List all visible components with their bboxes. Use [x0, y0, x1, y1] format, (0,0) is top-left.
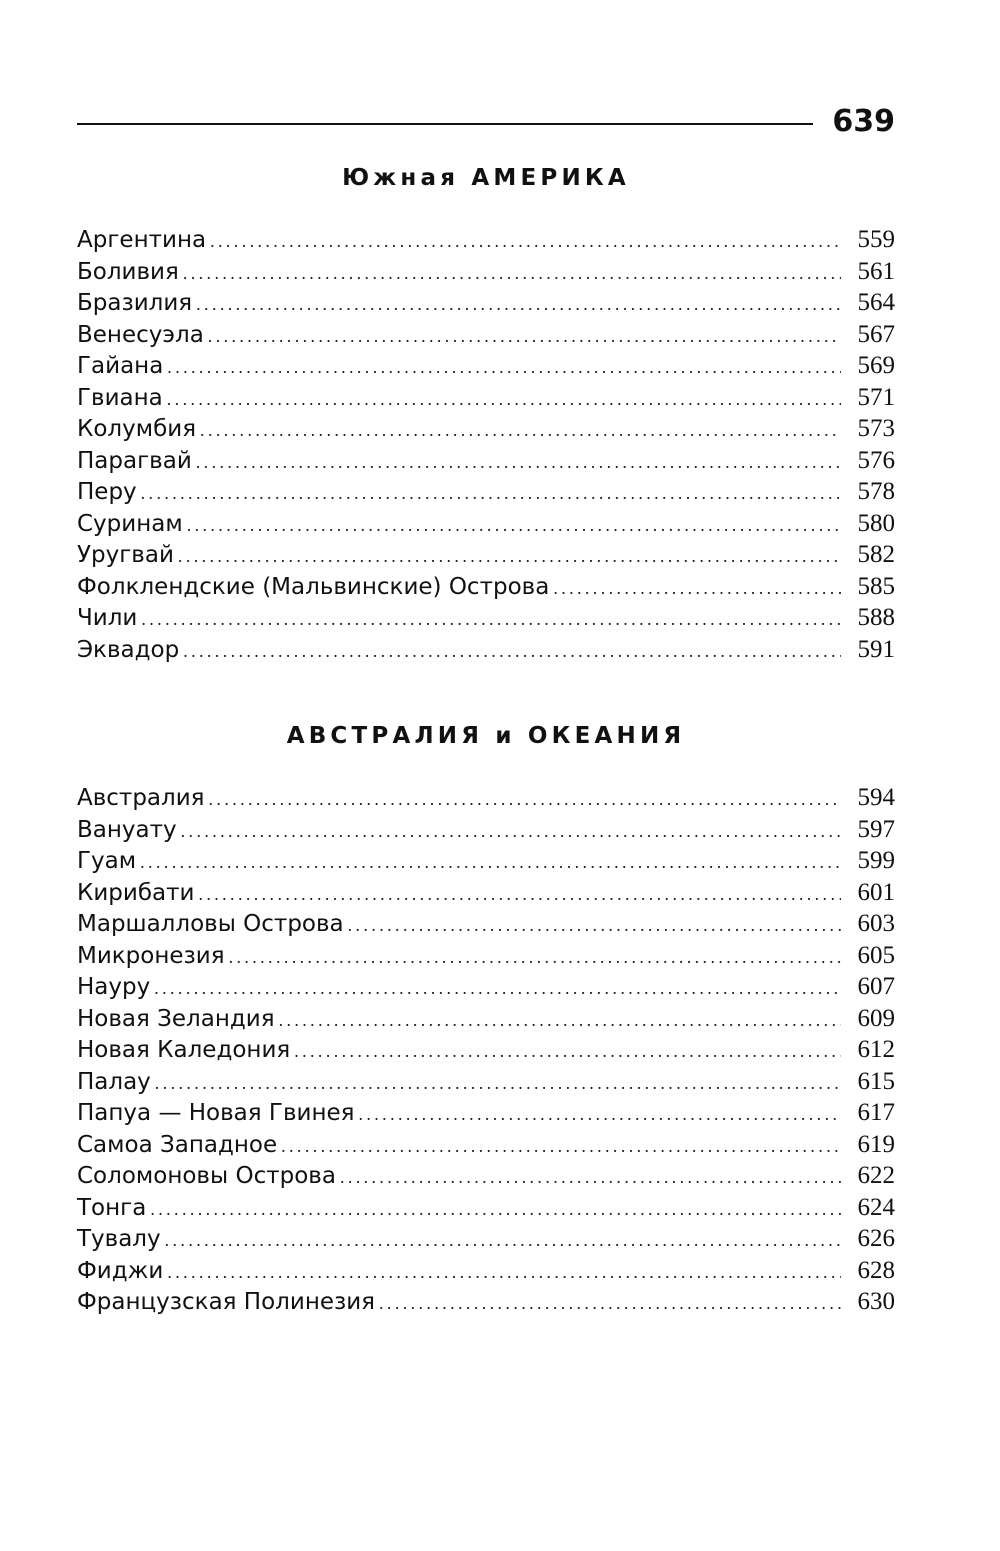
toc-entry: [77, 508, 895, 540]
toc-entry: [77, 908, 895, 940]
toc-entry-name: Гуам: [77, 848, 137, 874]
dot-leader: [196, 289, 841, 321]
toc-entry: [77, 445, 895, 477]
toc-entry-name: Кирибати: [77, 879, 195, 906]
toc-entry: [77, 413, 895, 445]
toc-entry-name: Соломоновы Острова: [77, 1163, 336, 1189]
dot-leader: [155, 1068, 841, 1100]
toc-entry: [77, 476, 895, 508]
dot-leader: [140, 847, 841, 879]
dot-leader: [379, 1288, 841, 1320]
toc-entry-page: 609: [857, 1004, 895, 1032]
toc-entry: [77, 845, 895, 877]
toc-entry: [77, 940, 895, 972]
toc-entry: [77, 319, 895, 351]
toc-entry: [77, 1034, 895, 1066]
toc-entry-page: 594: [857, 784, 895, 811]
dot-leader: [340, 1162, 841, 1194]
toc-entry-page: 569: [857, 352, 895, 379]
dot-leader: [281, 1131, 841, 1163]
toc-entry-name: Чили: [77, 605, 138, 631]
toc-entry-page: 626: [857, 1225, 895, 1252]
toc-entry-name: Тувалу: [77, 1226, 161, 1252]
dot-leader: [198, 879, 841, 911]
dot-leader: [178, 541, 841, 573]
toc-entry-name: Маршалловы Острова: [77, 911, 344, 937]
toc-entry-name: Самоа Западное: [77, 1131, 278, 1158]
toc-entry-page: 619: [857, 1130, 895, 1158]
dot-leader: [181, 816, 841, 848]
toc-entry-name: Палау: [77, 1068, 151, 1095]
dot-leader: [358, 1099, 841, 1131]
toc-entry-page: 617: [857, 1099, 895, 1126]
toc-entry-page: 571: [857, 383, 895, 411]
dot-leader: [167, 1257, 841, 1289]
toc-entry: [77, 1097, 895, 1129]
toc-entry: [77, 1223, 895, 1255]
toc-entry: [77, 287, 895, 319]
toc-entry-name: Боливия: [77, 258, 179, 285]
toc-entry: [77, 814, 895, 846]
toc-entry-page: 591: [857, 635, 895, 663]
toc-entry-name: Уругвай: [77, 542, 174, 568]
toc-entry-page: 564: [857, 289, 895, 316]
section-title-south-america: Южная АМЕРИКА: [342, 165, 630, 191]
toc-entry: [77, 1192, 895, 1224]
page-number: 639: [832, 104, 895, 139]
toc-entry-page: 561: [857, 257, 895, 285]
toc-entry-page: 567: [857, 320, 895, 348]
dot-leader: [279, 1005, 841, 1037]
toc-entry-page: 573: [857, 415, 895, 442]
dot-leader: [154, 973, 841, 1005]
toc-entry-page: 585: [857, 572, 895, 600]
toc-entry: [77, 877, 895, 909]
toc-entry: [77, 350, 895, 382]
toc-entry: [77, 1129, 895, 1161]
dot-leader: [165, 1225, 841, 1257]
toc-entry-page: 597: [857, 815, 895, 843]
toc-entry-page: 612: [857, 1036, 895, 1063]
toc-entry-page: 615: [857, 1067, 895, 1095]
toc-entry-name: Аргентина: [77, 227, 207, 253]
dot-leader: [167, 352, 841, 384]
toc-entry: [77, 571, 895, 603]
dot-leader: [200, 415, 841, 447]
toc-entry: [77, 634, 895, 666]
dot-leader: [209, 784, 841, 816]
dot-leader: [229, 942, 841, 974]
toc-list-australia-oceania: [77, 782, 895, 1318]
header-rule: [77, 123, 813, 125]
toc-entry-page: 607: [857, 973, 895, 1000]
toc-entry: [77, 971, 895, 1003]
toc-entry-page: 580: [857, 509, 895, 537]
toc-entry-page: 624: [857, 1193, 895, 1221]
toc-entry-page: 599: [857, 847, 895, 874]
toc-entry-page: 601: [857, 878, 895, 906]
toc-entry-page: 628: [857, 1256, 895, 1284]
toc-entry-name: Парагвай: [77, 447, 192, 474]
dot-leader: [150, 1194, 841, 1226]
dot-leader: [183, 258, 841, 290]
dot-leader: [187, 510, 841, 542]
toc-list-south-america: [77, 224, 895, 665]
toc-entry-name: Новая Зеландия: [77, 1005, 275, 1032]
toc-entry-page: 588: [857, 604, 895, 631]
toc-entry: [77, 224, 895, 256]
toc-entry-name: Науру: [77, 974, 151, 1000]
toc-entry-name: Венесуэла: [77, 321, 204, 348]
dot-leader: [167, 384, 841, 416]
toc-entry-name: Суринам: [77, 510, 183, 537]
toc-entry-page: 630: [857, 1288, 895, 1315]
dot-leader: [141, 604, 841, 636]
toc-entry-name: Микронезия: [77, 942, 225, 969]
dot-leader: [348, 910, 841, 942]
dot-leader: [196, 447, 841, 479]
dot-leader: [208, 321, 841, 353]
toc-entry-name: Бразилия: [77, 290, 193, 316]
toc-entry-page: 559: [857, 226, 895, 253]
toc-entry-page: 582: [857, 541, 895, 568]
dot-leader: [183, 636, 841, 668]
toc-entry-name: Фолклендские (Мальвинские) Острова: [77, 573, 550, 600]
toc-entry-name: Новая Каледония: [77, 1037, 291, 1063]
toc-entry-page: 603: [857, 910, 895, 937]
toc-entry-page: 622: [857, 1162, 895, 1189]
toc-entry-name: Гайана: [77, 353, 164, 379]
toc-entry: [77, 382, 895, 414]
toc-entry-name: Французская Полинезия: [77, 1289, 376, 1315]
toc-entry: [77, 256, 895, 288]
toc-entry-name: Перу: [77, 479, 137, 505]
toc-entry-name: Эквадор: [77, 636, 180, 663]
toc-entry-page: 576: [857, 446, 895, 474]
toc-entry: [77, 1003, 895, 1035]
dot-leader: [141, 478, 841, 510]
dot-leader: [294, 1036, 841, 1068]
page-header: [77, 100, 895, 146]
section-title-australia-oceania: АВСТРАЛИЯ и ОКЕАНИЯ: [286, 723, 686, 749]
toc-entry-name: Гвиана: [77, 384, 163, 411]
toc-entry-name: Колумбия: [77, 416, 197, 442]
toc-entry: [77, 1066, 895, 1098]
toc-entry-name: Тонга: [77, 1194, 147, 1221]
toc-entry: [77, 1160, 895, 1192]
toc-entry: [77, 782, 895, 814]
toc-entry-name: Папуа — Новая Гвинея: [77, 1100, 355, 1126]
toc-entry: [77, 539, 895, 571]
toc-entry: [77, 602, 895, 634]
toc-entry-page: 578: [857, 478, 895, 505]
toc-entry: [77, 1286, 895, 1318]
toc-entry-name: Австралия: [77, 785, 205, 811]
toc-entry: [77, 1255, 895, 1287]
toc-entry-name: Фиджи: [77, 1257, 164, 1284]
dot-leader: [553, 573, 841, 605]
dot-leader: [210, 226, 841, 258]
toc-entry-page: 605: [857, 941, 895, 969]
toc-entry-name: Вануату: [77, 816, 177, 843]
